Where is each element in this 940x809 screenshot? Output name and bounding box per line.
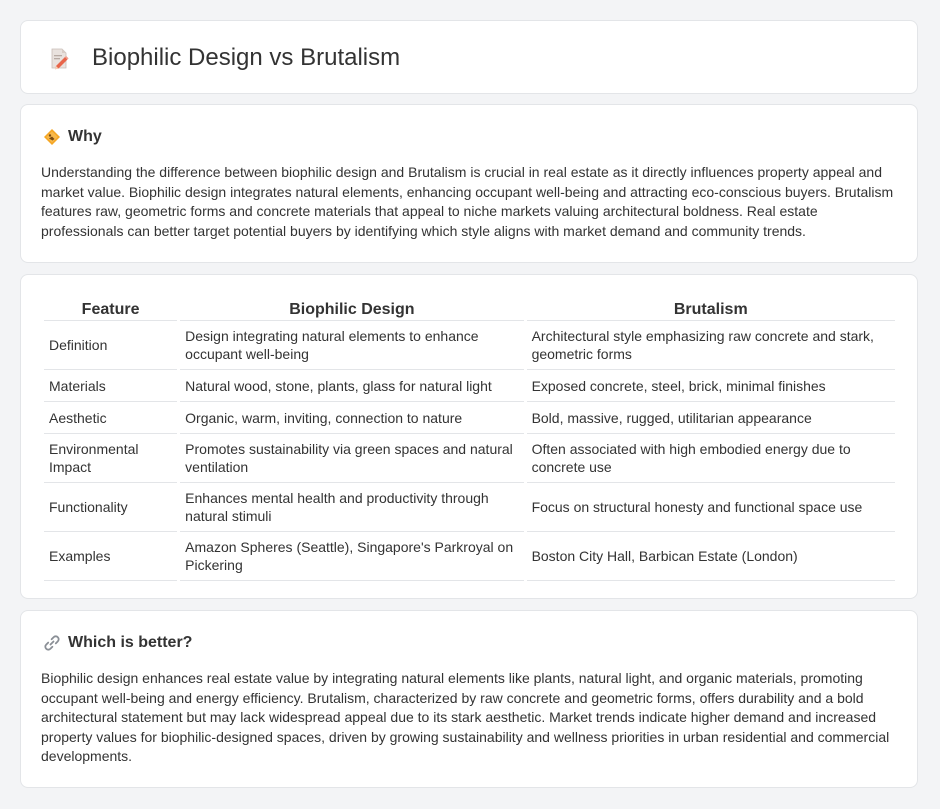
comparison-section — [20, 274, 918, 599]
diamond-sign-icon — [43, 128, 61, 146]
title-card — [20, 20, 918, 94]
feature-cell: Examples — [44, 532, 177, 581]
why-heading: Why — [68, 128, 102, 145]
which-better-section — [20, 610, 918, 788]
why-body: Understanding the difference between biophilic design and Brutalism is crucial in real estate as it directly influences property appeal and market value. Biophilic design integrates natural elements, enhancing occupant well-being and attracting eco-conscious buyers. Brutalism features raw, geometric forms and concrete materials that appeal to niche markets valuing architectural boldness. Real estate professionals can better target potential buyers by identifying which style aligns with market demand and community trends. — [41, 164, 894, 239]
comparison-table — [41, 295, 898, 581]
brutalism-cell: Bold, massive, rugged, utilitarian appearance — [527, 402, 895, 434]
link-icon — [43, 634, 61, 652]
biophilic-cell: Promotes sustainability via green spaces and natural ventilation — [180, 434, 523, 483]
why-header — [43, 126, 102, 148]
feature-cell: Materials — [44, 370, 177, 402]
feature-cell: Definition — [44, 321, 177, 370]
brutalism-cell: Architectural style emphasizing raw concrete and stark, geometric forms — [527, 321, 895, 370]
page-title: Biophilic Design vs Brutalism — [92, 44, 401, 71]
biophilic-cell: Organic, warm, inviting, connection to nature — [180, 402, 523, 434]
why-section — [20, 104, 918, 263]
header-brutalism: Brutalism — [527, 295, 895, 321]
better-header — [43, 632, 192, 654]
header-feature: Feature — [44, 295, 177, 321]
better-heading: Which is better? — [68, 634, 193, 651]
feature-cell: Aesthetic — [44, 402, 177, 434]
header-biophilic: Biophilic Design — [180, 295, 523, 321]
feature-cell: Functionality — [44, 483, 177, 532]
table-row — [44, 483, 895, 532]
biophilic-cell: Enhances mental health and productivity through natural stimuli — [180, 483, 523, 532]
table-header-row — [44, 295, 895, 321]
table-row — [44, 434, 895, 483]
table-row — [44, 532, 895, 581]
table-row — [44, 321, 895, 370]
brutalism-cell: Often associated with high embodied energy due to concrete use — [527, 434, 895, 483]
biophilic-cell: Amazon Spheres (Seattle), Singapore's Parkroyal on Pickering — [180, 532, 523, 581]
biophilic-cell: Design integrating natural elements to enhance occupant well-being — [180, 321, 523, 370]
biophilic-cell: Natural wood, stone, plants, glass for natural light — [180, 370, 523, 402]
brutalism-cell: Exposed concrete, steel, brick, minimal finishes — [527, 370, 895, 402]
brutalism-cell: Focus on structural honesty and functional space use — [527, 483, 895, 532]
feature-cell: Environmental Impact — [44, 434, 177, 483]
brutalism-cell: Boston City Hall, Barbican Estate (London) — [527, 532, 895, 581]
better-body: Biophilic design enhances real estate value by integrating natural elements like plants, natural light, and organic materials, promoting occupant well-being and energy efficiency. Brutalism, characterized by raw concrete and geometric forms, offers durability and a bold architectural statement but may lack widespread appeal due to its stark aesthetic. Market trends indicate higher demand and increased property values for biophilic-designed spaces, driven by growing sustainability and wellness priorities in urban residential and commercial developments. — [41, 670, 890, 764]
table-row — [44, 402, 895, 434]
document-edit-icon — [47, 47, 71, 71]
table-row — [44, 370, 895, 402]
